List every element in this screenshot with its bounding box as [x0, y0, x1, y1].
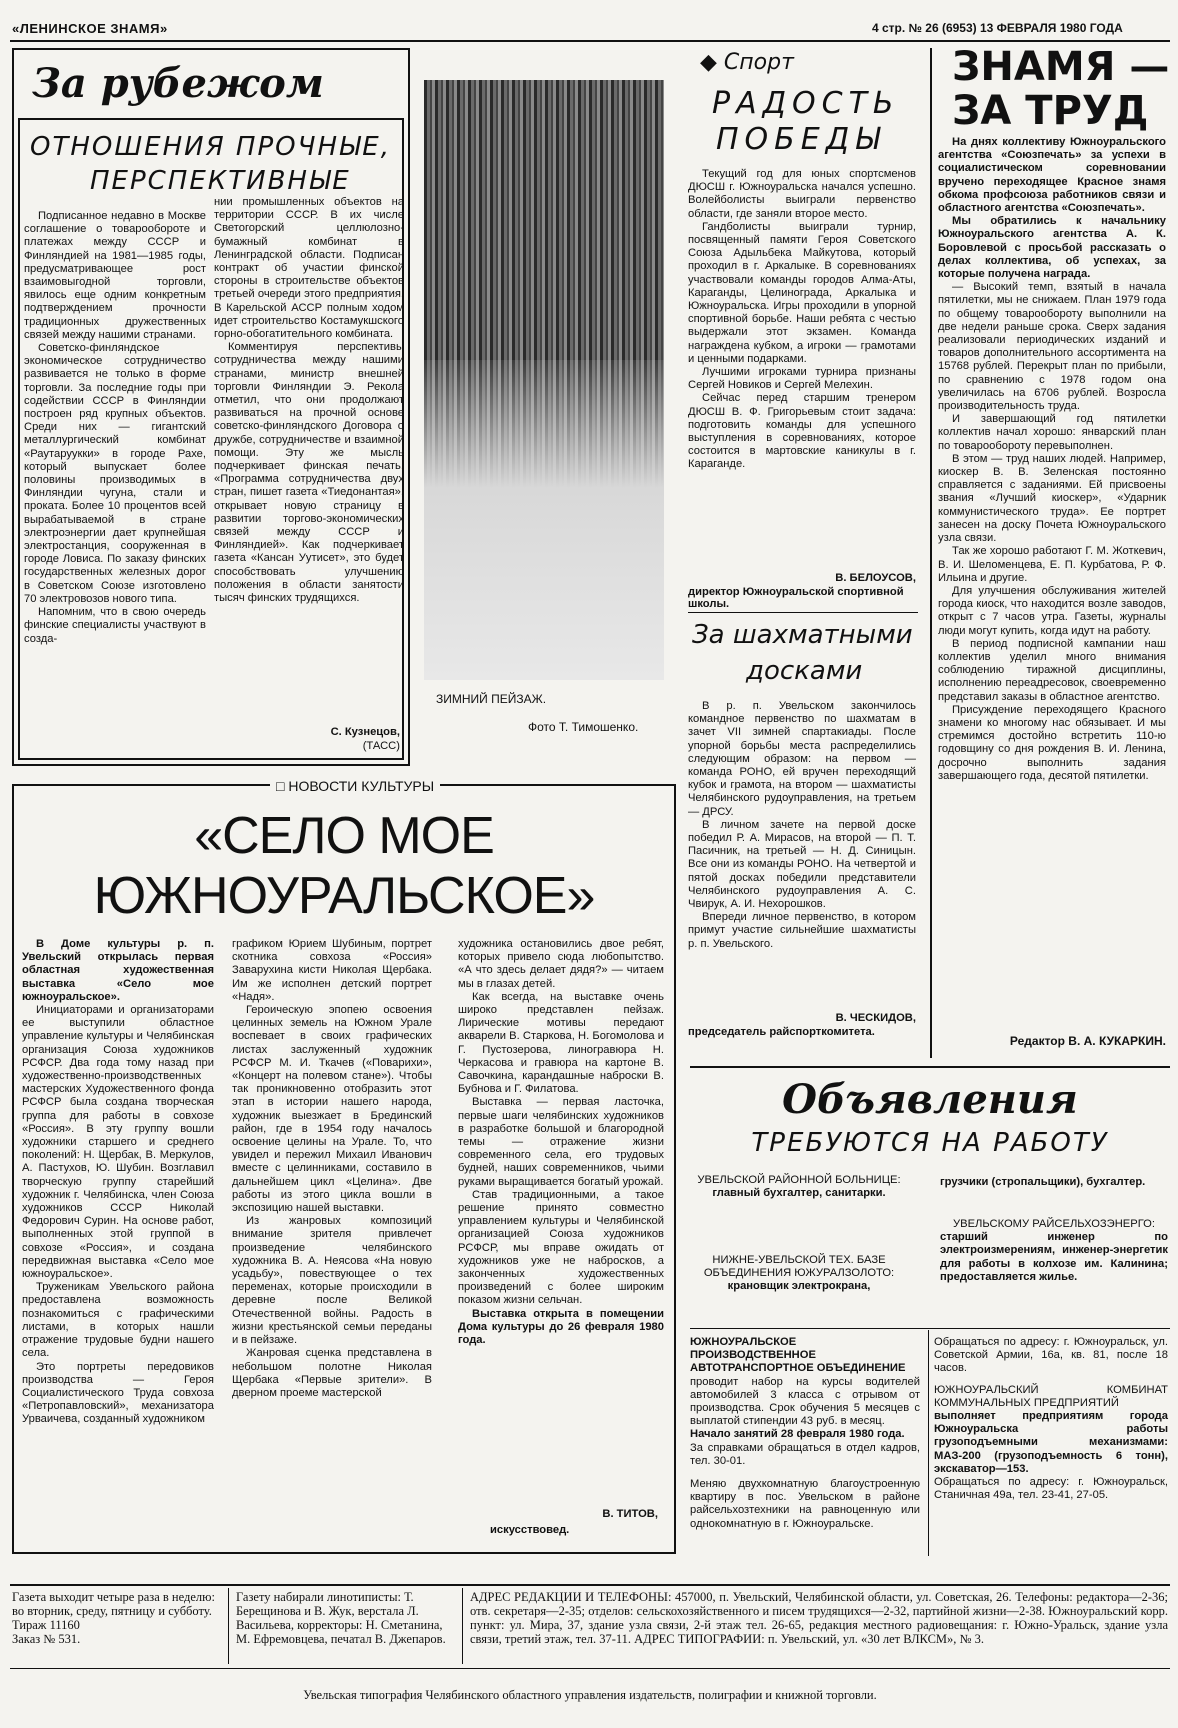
ad-energy-text: старший инженер по электроизмерениям, инженер-энергетик для работы в колхозе им. Калинина; предоставляется жилье. — [940, 1231, 1168, 1283]
culture-signature: В. ТИТОВ, — [602, 1508, 658, 1520]
ad-transport-contact: За справками обращаться в отдел кадров, тел. 30-01. — [690, 1441, 920, 1467]
ad-hospital-text: главный бухгалтер, санитарки. — [712, 1187, 886, 1200]
abroad-paragraph: Советско-финляндское экономическое сотрудничество развивается не только в форме торговли. За последние годы при содействии СССР в Финляндии построен ряд крупных объектов. Среди них — гигантский металлургический комбинат «Раутаруукки» в городе Рахе, который выпускает более половины производимых в Финляндии чугуна, стали и проката. Более 10 процентов всей вырабатываемой в стране электроэнергии дает крупнейшая электростанция, сооруженная в городе Ловиса. По заказу финских государственных железных дорог в Советском Союзе изготовлено 70 электровозов нового типа. — [24, 342, 206, 605]
banner-article — [938, 136, 1166, 783]
culture-paragraph: Из жанровых композиций внимание зрителя привлечет произведение челябинского художника В. А. Неясова «На новую усадьбу», повествующее о тех переменах, которые происходили в деревне после Великой Отечественной войны. Радость в жизни крестьянской семьи переданы и в пейзаже. — [232, 1215, 432, 1347]
ad-techbase-head: НИЖНЕ-УВЕЛЬСКОЙ ТЕХ. БАЗЕ ОБЪЕДИНЕНИЯ ЮЖУРАЛЗОЛОТО: — [703, 1254, 895, 1280]
sport-chess-divider — [688, 612, 918, 613]
chess-paragraph: В р. п. Увельском закончилось командное первенство по шахматам в зачет VII зимней спартакиады. После упорной борьбы места распределились следующим образом: на первом — команда РОНО, ей вручен переходящий кубок и грамота, на втором — шахматисты Челябинского рудоуправления, на третьем — ДРСУ. — [688, 700, 916, 818]
photo-snow-field — [424, 360, 664, 680]
culture-paragraph: Став традиционными, а такое решение принято совместно управлением культуры и Челябинской организацией Союза художников РСФСР, мы вправе ожидать от художников уже не набросков, а законченных художественных произведений с более широким показом жизни сельчан. — [458, 1188, 664, 1307]
photo-credit: Фото Т. Тимошенко. — [528, 720, 639, 734]
banner-paragraph: Для улучшения обслуживания жителей города киоск, что находится возле заводов, открыт с 7 часов утра. Газеты, журналы люди могут купить, когда идут на работу. — [938, 584, 1166, 637]
sport-signature: В. БЕЛОУСОВ, — [835, 572, 916, 584]
banner-paragraph: Присуждение переходящего Красного знамени ко многому нас обязывает. И мы стремимся достойно встретить 110-ю годовщину со дня рождения В. И. Ленина, досрочно выполнить задания завершающего года, десятой пятилетки. — [938, 703, 1166, 782]
footer-bottom-rule — [10, 1668, 1170, 1669]
banner-paragraph: В этом — труд наших людей. Например, киоскер В. В. Зеленская постоянно справляется с заданиями. Ей присвоены звания «Лучший киоскер», «Ударник коммунистического труда». Ее портрет занесен на доску Почета Южноуральского узла связи. — [938, 452, 1166, 545]
culture-paragraph: Труженикам Увельского района предоставлена возможность познакомиться с графическими листами, в которых нашли отражение трудовые будни нашего села. — [22, 1281, 214, 1360]
banner-title-line1: ЗНАМЯ — — [952, 44, 1170, 90]
ad-communal — [934, 1336, 1168, 1502]
footer-divider-1 — [228, 1588, 229, 1664]
chess-title-line2: досками — [746, 656, 863, 686]
banner-paragraph: — Высокий темп, взятый в начала пятилетки, мы не снижаем. План 1979 года по общему товарообороту выполнили на две недели раньше срока. Сверх задания реализовали периодических изданий и товаров дополнительного ассортимента на 15768 рублей. Перекрыт план по прибыли, по сравнению с 1978 годом она увеличилась на 6706 рублей. Возросла производительность труда. — [938, 281, 1166, 413]
abroad-rubric: За рубежом — [32, 60, 324, 107]
masthead-issue-info: 4 стр. № 26 (6953) 13 ФЕВРАЛЯ 1980 ГОДА — [872, 21, 1123, 35]
sport-author-position: директор Южноуральской спортивной школы. — [688, 586, 904, 610]
photo-caption: ЗИМНИЙ ПЕЙЗАЖ. — [436, 692, 547, 706]
ad-communal-contact: Обращаться по адресу: г. Южноуральск, Станичная 49а, тел. 23-41, 27-05. — [934, 1476, 1168, 1502]
culture-column-3 — [458, 938, 664, 1347]
ad-communal-text: выполняет предприятиям города Южноуральска работы грузоподъемными механизмами: МАЗ-200 (грузоподъемность 6 тонн), экскаватор—153. — [934, 1410, 1168, 1475]
ad-exchange-contact: Обращаться по адресу: г. Южноуральск, ул. Советской Армии, 16а, кв. 81, после 18 часов. — [934, 1336, 1168, 1375]
ads-top-rule — [690, 1066, 1170, 1068]
abroad-column-2 — [214, 196, 404, 605]
chess-paragraph: В личном зачете на первой доске победил Р. А. Мирасов, на второй — П. Т. Пасичник, на третьей — Н. Д. Синицын. Все они из команды РОНО. На четвертой и пятой досках победили представители Челябинского рудоуправления А. С. Чвирук, А. И. Нехорошков. — [688, 818, 916, 911]
banner-title-line2: ЗА ТРУД — [952, 88, 1149, 134]
ad-energy-head: УВЕЛЬСКОМУ РАЙСЕЛЬХОЗЭНЕРГО: — [953, 1218, 1155, 1230]
ad-techbase-text: крановщик электрокрана, — [727, 1280, 871, 1293]
culture-paragraph: Выставка — первая ласточка, первые шаги челябинских художников в разработке большой и благородной темы — отражение жизни современного села, его трудовых будней, наших современников, чьими руками выращивается богатый урожай. — [458, 1096, 664, 1188]
abroad-paragraph: Напомним, что в свою очередь финские специалисты участвуют в созда- — [24, 606, 206, 645]
footer-address: АДРЕС РЕДАКЦИИ И ТЕЛЕФОНЫ: 457000, п. Увельский, Челябинской области, ул. Советская, 26. Телефоны: редактора—2-36; отв. секретаря—2-35; отделов: сельскохозяйственного и писем трудящихся—2-32, партийной жизни—2-38. Южноуральский корр. пункт: ул. Мира, 37, здание узла связи, 2-й этаж тел. 26-65, редакция местного радиовещания: г. Южно-Уральск, здание узла связи, третий этаж, тел. 37-11. АДРЕС ТИПОГРАФИИ: п. Увельский, ул. «30 лет ВЛКСМ», № 3. — [470, 1590, 1168, 1646]
ads-title: Объявления — [782, 1076, 1078, 1123]
ad-workers-text: грузчики (стропальщики), бухгалтер. — [940, 1176, 1146, 1188]
ad-energy — [940, 1218, 1168, 1284]
culture-column-1 — [22, 938, 214, 1427]
sport-title-line1: РАДОСТЬ — [712, 86, 900, 121]
footer-top-rule — [10, 1584, 1170, 1586]
banner-paragraph: В период подписной кампании наш коллектив уделил много внимания соблюдению тиражной дисциплины, исполнению переадресовок, своевременно представил заказы в областное агентство. — [938, 637, 1166, 703]
banner-paragraph: Так же хорошо работают Г. М. Жоткевич, В. И. Шеломенцева, Е. П. Курбатова, Р. Ф. Ильина и другие. — [938, 545, 1166, 584]
culture-paragraph: Это портреты передовиков производства — Героя Социалистического Труда совхоза «Петропавловский», механизатора Урваичева, созданный художником — [22, 1360, 214, 1426]
sport-article — [688, 168, 916, 472]
culture-paragraph: В Доме культуры р. п. Увельский открылась первая областная художественная выставка «Село мое южноуральское». — [22, 938, 214, 1003]
culture-title-line1: «СЕЛО МОЕ — [194, 807, 494, 865]
footer-printer: Увельская типография Челябинского областного управления издательств, полиграфии и книжной торговли. — [303, 1688, 877, 1702]
abroad-agency: (ТАСС) — [362, 740, 400, 752]
ad-techbase — [694, 1254, 904, 1294]
footer-schedule-text: Газета выходит четыре раза в неделю: во вторник, среду, пятницу и субботу. — [12, 1590, 215, 1618]
banner-left-rule — [930, 48, 932, 1058]
abroad-signature: С. Кузнецов, — [330, 726, 400, 738]
footer-schedule — [12, 1590, 224, 1646]
chess-signature: В. ЧЕСКИДОВ, — [835, 1012, 916, 1024]
ads-mid-rule — [690, 1328, 1170, 1329]
footer-credits: Газету набирали линотиписты: Т. Берещинова и В. Жук, верстала Л. Васильева, корректоры: Н. Сметанина, М. Ефремовцева, печатал В. Джепаров. — [236, 1590, 446, 1646]
ad-transport-start: Начало занятий 28 февраля 1980 года. — [690, 1428, 905, 1441]
editor-credit: Редактор В. А. КУКАРКИН. — [1009, 1034, 1166, 1048]
sport-paragraph: Текущий год для юных спортсменов ДЮСШ г. Южноуральска начался успешно. Волейболисты выиграли первенство области, где заняли второе место. — [688, 168, 916, 220]
ad-transport — [690, 1336, 920, 1531]
chess-article — [688, 700, 916, 951]
ad-transport-head: ЮЖНОУРАЛЬСКОЕ ПРОИЗВОДСТВЕННОЕ АВТОТРАНСПОРТНОЕ ОБЪЕДИНЕНИЕ — [690, 1336, 906, 1375]
chess-title-line1: За шахматными — [692, 620, 913, 650]
ad-workers — [940, 1176, 1168, 1189]
ad-hospital-head: УВЕЛЬСКОЙ РАЙОННОЙ БОЛЬНИЦЕ: — [697, 1174, 901, 1186]
culture-author-position: искусствовед. — [490, 1524, 570, 1536]
footer-circulation: Тираж 11160 — [12, 1618, 80, 1632]
abroad-title-line2: ПЕРСПЕКТИВНЫЕ — [90, 166, 351, 196]
sport-paragraph: Сейчас перед старшим тренером ДЮСШ В. Ф. Григорьевым стоит задача: подготовить команды для успешного выступления в соревнованиях, которое состоится в мартовские каникулы в г. Караганде. — [688, 392, 916, 471]
sport-rubric: ◆ Спорт — [700, 50, 794, 75]
footer-divider-2 — [462, 1588, 463, 1664]
ads-col-rule — [928, 1330, 929, 1556]
culture-paragraph: Как всегда, на выставке очень широко представлен пейзаж. Лирические мотивы передают акварели В. Старкова, Н. Богомолова и Г. Пустозерова, линогравюра Н. Черкасова и гравюра на картоне В. Савочкина, карандашные наброски В. Бубнова и Г. Филатова. — [458, 990, 664, 1096]
culture-paragraph: Жанровая сценка представлена в небольшом полотне Николая Щербака «Первые зрители». В дверном проеме мастерской — [232, 1347, 432, 1399]
abroad-paragraph: нии промышленных объектов на территории СССР. В их числе Светогорский целлюлозно-бумажный комбинат в Ленинградской области. Подписан контракт об участии финской стороны в строительстве объектов третьей очереди этого предприятия. В Карельской АССР полным ходом идет строительство Костамукшского горно-обогатительного комбината. — [214, 196, 404, 341]
winter-landscape-photo — [424, 80, 664, 680]
banner-lead: На днях коллективу Южноуральского агентства «Союзпечать» за успехи в социалистическом соревновании вручено переходящее Красное знамя обкома профсоюза работников связи и областного агентства «Союзпечать». — [938, 136, 1166, 215]
abroad-title-line1: ОТНОШЕНИЯ ПРОЧНЫЕ, — [30, 132, 391, 162]
banner-paragraph: И завершающий год пятилетки коллектив начал хорошо: январский план по товарообороту перевыполнен. — [938, 413, 1166, 452]
masthead-paper-name: «ЛЕНИНСКОЕ ЗНАМЯ» — [12, 21, 168, 36]
ad-exchange-text: Меняю двухкомнатную благоустроенную квартиру в пос. Увельском в районе райсельхозтехники на равноценную или однокомнатную в г. Южноуральске. — [690, 1478, 920, 1530]
sport-title-line2: ПОБЕДЫ — [716, 122, 886, 157]
culture-paragraph: художника остановились двое ребят, которых привело сюда любопытство. «А что здесь делает дядя?» — читаем мы в глазах детей. — [458, 938, 664, 990]
culture-rubric: □ НОВОСТИ КУЛЬТУРЫ — [270, 778, 440, 794]
culture-paragraph: Выставка открыта в помещении Дома культуры до 26 февраля 1980 года. — [458, 1307, 664, 1347]
ad-hospital — [694, 1174, 904, 1200]
culture-title-line2: ЮЖНОУРАЛЬСКОЕ» — [93, 867, 595, 925]
culture-column-2 — [232, 938, 432, 1400]
masthead-rule — [10, 40, 1170, 42]
culture-paragraph: Героическую эпопею освоения целинных земель на Южном Урале воспевает в своих графических листах заслуженный художник РСФСР М. И. Ткачев («Поварихи», «Концерт на полевом стане»). Чтобы так проникновенно отобразить этот этап в истории нашего народа, художник выезжает в Брединский район, где в 1954 году началось освоение целины на Урале. То, что увидел и пережил Михаил Иванович вместе с целинниками, составило в дальнейшем цикл «Целина». Две работы из этого цикла вошли в экспозицию нашей выставки. — [232, 1004, 432, 1215]
ad-transport-text: проводит набор на курсы водителей автомобилей 3 класса с отрывом от производства. Срок обучения 5 месяцев с выплатой стипендии 43 руб. в месяц. — [690, 1375, 920, 1428]
culture-paragraph: графиком Юрием Шубиным, портрет скотника совхоза «Россия» Заварухина кисти Николая Щербака. Им же исполнен детский портрет «Надя». — [232, 938, 432, 1003]
abroad-paragraph: Комментируя перспективы сотрудничества между нашими странами, министр внешней торговли Финляндии Э. Рекола отметил, что они продолжают развиваться на прочной основе советско-финляндского Договора о дружбе, сотрудничестве и взаимной помощи. Эту же мысль подчеркивает финская печать. «Программа сотрудничества двух стран, пишет газета «Тиедонантая», открывает новую страницу в развитии торгово-экономических связей между СССР и Финляндией». Как подчеркивает газета «Кансан Уутисет», это будет способствовать улучшению положения в области занятости тысяч финских трудящихся. — [214, 341, 404, 605]
culture-paragraph: Инициаторами и организаторами ее выступили областное управление культуры и Челябинская организация Союза художников РСФСР. Два года тому назад при художественно-производственных мастерских Художественного фонда РСФСР была создана творческая группа для работы в совхозе «Россия». В эту группу вошли художники старшего и среднего поколений: Н. Щербак, В. Меркулов, А. Пастухов, Ю. Шубин. Возглавил творческую группу старейший художник г. Челябинска, член Союза художников СССР Николай Федорович Сурин. На основе работ, выполненных этой группой в совхозе «Россия», и создана передвижная выставка «Село мое южноуральское». — [22, 1004, 214, 1281]
ad-communal-head: ЮЖНОУРАЛЬСКИЙ КОМБИНАТ КОММУНАЛЬНЫХ ПРЕДПРИЯТИЙ — [934, 1383, 1168, 1409]
chess-author-position: председатель райспорткомитета. — [688, 1026, 875, 1038]
banner-lead-2: Мы обратились к начальнику Южноуральского агентства А. К. Боровлевой с просьбой рассказать о делах коллектива, об успехах, за которые получена награда. — [938, 215, 1166, 281]
sport-paragraph: Гандболисты выиграли турнир, посвященный памяти Героя Советского Союза Адыльбека Майкутова, который проходил в г. Аркалыке. В соревнованиях участвовали команды городов Алма-Аты, Караганды, Целинограда, Аркалыка и Южноуральска. Игры проходили в упорной спортивной борьбе. Наши ребята с честью выдержали этот экзамен. Команда награждена кубком, а игроки — грамотами и ценными подарками. — [688, 220, 916, 365]
ads-subtitle: ТРЕБУЮТСЯ НА РАБОТУ — [751, 1128, 1109, 1158]
chess-paragraph: Впереди личное первенство, в котором примут участие сильнейшие шахматисты р. п. Увельского. — [688, 911, 916, 950]
sport-paragraph: Лучшими игроками турнира признаны Сергей Новиков и Сергей Мелехин. — [688, 366, 916, 392]
abroad-paragraph: Подписанное недавно в Москве соглашение о товарообороте и платежах между СССР и Финляндией на 1981—1985 годы, предусматривающее рост взаимовыгодной торговли, явилось еще одним конкретным подтверждением прочности традиционных дружественных связей между нашими странами. — [24, 210, 206, 341]
footer-order: Заказ № 531. — [12, 1632, 81, 1646]
abroad-column-1 — [24, 210, 206, 646]
